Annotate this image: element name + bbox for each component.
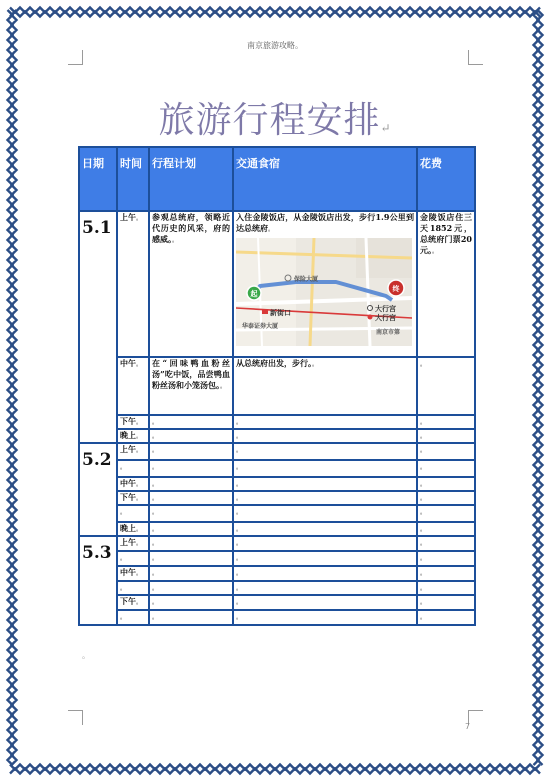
cost-cell[interactable] xyxy=(417,477,475,491)
plan-cell[interactable] xyxy=(149,491,233,505)
period-cell-text: 下午 xyxy=(120,416,136,426)
cell-end-mark: 。 xyxy=(236,540,243,547)
period-cell-text: 中午 xyxy=(120,478,136,488)
cell-end-mark: 。 xyxy=(236,614,243,621)
cell-end-mark: 。 xyxy=(152,599,159,606)
map-label-station: 新街口 xyxy=(270,309,291,317)
page-header: 南京旅游攻略。 xyxy=(247,41,303,50)
plan-cell[interactable] xyxy=(149,460,233,477)
period-cell[interactable] xyxy=(117,551,149,566)
cell-end-mark: 。 xyxy=(152,509,159,516)
page-number: 7 xyxy=(465,722,471,731)
period-cell[interactable] xyxy=(117,460,149,477)
transport-cell[interactable] xyxy=(233,522,417,536)
cell-end-mark: 。 xyxy=(420,419,427,426)
table-row xyxy=(79,211,475,357)
cell-end-mark: 。 xyxy=(312,361,319,368)
title-text: 旅游行程安排 xyxy=(158,100,381,141)
cell-end-mark: 。 xyxy=(236,433,243,440)
cell-end-mark: 。 xyxy=(268,226,275,233)
map-label-place2: 大行宫 xyxy=(375,314,396,322)
cell-end-mark: 。 xyxy=(236,495,243,502)
cell-end-mark: 。 xyxy=(420,599,427,606)
table-row xyxy=(79,522,475,536)
cell-end-mark: 。 xyxy=(172,237,179,244)
period-cell[interactable] xyxy=(117,566,149,581)
crop-mark-bottom-left xyxy=(68,710,83,725)
period-cell-text: 晚上 xyxy=(120,430,136,440)
transport-cell[interactable] xyxy=(233,566,417,581)
end-pin-icon xyxy=(388,280,404,296)
period-cell[interactable] xyxy=(117,357,149,415)
transport-cell[interactable] xyxy=(233,429,417,443)
table-row xyxy=(79,536,475,551)
cell-end-mark: 。 xyxy=(136,526,143,533)
cell-end-mark: 。 xyxy=(420,570,427,577)
plan-cell[interactable] xyxy=(149,522,233,536)
table-row xyxy=(79,491,475,505)
cell-end-mark: 。 xyxy=(136,570,143,577)
cell-end-mark: 。 xyxy=(420,495,427,502)
cell-end-mark: 。 xyxy=(136,361,143,368)
period-cell-text: 晚上 xyxy=(120,523,136,533)
cell-end-mark: 。 xyxy=(420,481,427,488)
period-cell-text: 中午 xyxy=(120,567,136,577)
period-cell[interactable] xyxy=(117,443,149,460)
cell-end-mark: 。 xyxy=(236,585,243,592)
transport-cell[interactable] xyxy=(233,595,417,610)
cell-end-mark: 。 xyxy=(152,570,159,577)
transport-cell[interactable] xyxy=(233,415,417,429)
cell-end-mark: 。 xyxy=(120,555,127,562)
period-cell[interactable] xyxy=(117,477,149,491)
paragraph-mark: ↵ xyxy=(380,121,392,135)
cell-end-mark: 。 xyxy=(236,509,243,516)
table-row xyxy=(79,581,475,595)
table-row xyxy=(79,566,475,581)
transport-cell[interactable] xyxy=(233,581,417,595)
cell-end-mark: 。 xyxy=(420,464,427,471)
period-cell[interactable] xyxy=(117,610,149,625)
transport-cell[interactable] xyxy=(233,551,417,566)
period-cell[interactable] xyxy=(117,211,149,357)
header-time: 时间 xyxy=(117,147,149,211)
cell-end-mark: 。 xyxy=(236,526,243,533)
crop-mark-top-left xyxy=(68,50,83,65)
cell-end-mark: 。 xyxy=(152,433,159,440)
plan-cell[interactable] xyxy=(149,415,233,429)
cell-end-mark: 。 xyxy=(136,433,143,440)
cost-cell[interactable] xyxy=(417,595,475,610)
table-row xyxy=(79,357,475,415)
cell-end-mark: 。 xyxy=(136,599,143,606)
cell-end-mark: 。 xyxy=(236,555,243,562)
period-cell[interactable] xyxy=(117,491,149,505)
table-row xyxy=(79,595,475,610)
cell-end-mark: 。 xyxy=(152,464,159,471)
cell-end-mark: 。 xyxy=(420,433,427,440)
period-cell-text: 下午 xyxy=(120,596,136,606)
transport-cell-text: 入住金陵饭店，从金陵饭店出发，步行1.9公里到达总统府 xyxy=(236,212,414,233)
header-transport: 交通食宿 xyxy=(233,147,417,211)
period-cell[interactable] xyxy=(117,536,149,551)
map-label-building2: 华泰证券大厦 xyxy=(242,323,279,330)
table-header-row xyxy=(79,147,475,211)
metro-station-icon xyxy=(262,309,268,314)
cell-end-mark: 。 xyxy=(420,555,427,562)
cost-cell[interactable] xyxy=(417,505,475,522)
plan-cell[interactable] xyxy=(149,551,233,566)
cost-cell[interactable] xyxy=(417,610,475,625)
cost-cell[interactable] xyxy=(417,415,475,429)
end-pin-label: 终 xyxy=(392,285,400,293)
period-cell-text: 下午 xyxy=(120,492,136,502)
route-map-image[interactable] xyxy=(236,238,412,346)
cell-end-mark: 。 xyxy=(120,509,127,516)
cell-end-mark: 。 xyxy=(236,481,243,488)
plan-cell[interactable] xyxy=(149,429,233,443)
period-cell-text: 上午 xyxy=(120,212,136,222)
cell-end-mark: 。 xyxy=(420,585,427,592)
cell-end-mark: 。 xyxy=(152,555,159,562)
period-cell[interactable] xyxy=(117,581,149,595)
transport-cell[interactable] xyxy=(233,491,417,505)
transport-cell-text: 从总统府出发，步行。 xyxy=(236,358,312,368)
cell-end-mark: 。 xyxy=(136,481,143,488)
plan-cell[interactable] xyxy=(149,211,233,357)
period-cell[interactable] xyxy=(117,429,149,443)
cell-end-mark: 。 xyxy=(120,464,127,471)
plan-cell[interactable] xyxy=(149,595,233,610)
period-cell-text: 中午 xyxy=(120,358,136,368)
cell-end-mark: 。 xyxy=(236,464,243,471)
cell-end-mark: 。 xyxy=(236,570,243,577)
header-date: 日期 xyxy=(79,147,117,211)
table-row xyxy=(79,429,475,443)
cost-cell[interactable] xyxy=(417,522,475,536)
header-cost: 花费 xyxy=(417,147,475,211)
date-cell: 5.2 xyxy=(79,443,117,536)
period-cell[interactable] xyxy=(117,415,149,429)
cell-end-mark: 。 xyxy=(152,481,159,488)
period-cell[interactable] xyxy=(117,505,149,522)
cell-end-mark: 。 xyxy=(136,540,143,547)
end-paragraph-mark: 。 xyxy=(82,651,90,660)
plan-cell[interactable] xyxy=(149,566,233,581)
cell-end-mark: 。 xyxy=(420,540,427,547)
cell-end-mark: 。 xyxy=(152,526,159,533)
cost-cell-text: 金陵饭店住三天1852元，总统府门票20元。 xyxy=(420,212,472,255)
page-title xyxy=(0,92,550,143)
transport-cell[interactable] xyxy=(233,357,417,415)
plan-cell[interactable] xyxy=(149,581,233,595)
date-cell: 5.1 xyxy=(79,211,117,443)
transport-cell[interactable] xyxy=(233,211,417,357)
cell-end-mark: 。 xyxy=(136,447,143,454)
crop-mark-top-right xyxy=(468,50,483,65)
plan-cell[interactable] xyxy=(149,610,233,625)
start-pin-icon xyxy=(247,286,261,300)
map-label-place3: 南京市第 xyxy=(376,329,401,336)
transport-cell[interactable] xyxy=(233,477,417,491)
cell-end-mark: 。 xyxy=(420,361,427,368)
plan-cell-text: 在“回味鸭血粉丝汤”吃中饭，品尝鸭血粉丝汤和小笼汤包。 xyxy=(152,358,230,390)
cost-cell[interactable] xyxy=(417,211,475,357)
cell-end-mark: 。 xyxy=(420,509,427,516)
cell-end-mark: 。 xyxy=(420,447,427,454)
cost-cell[interactable] xyxy=(417,536,475,551)
cost-cell[interactable] xyxy=(417,357,475,415)
cell-end-mark: 。 xyxy=(120,614,127,621)
table-row xyxy=(79,477,475,491)
transport-cell[interactable] xyxy=(233,536,417,551)
period-cell-text: 上午 xyxy=(120,444,136,454)
cell-end-mark: 。 xyxy=(152,447,159,454)
period-cell[interactable] xyxy=(117,595,149,610)
map-label-building1: 保险大厦 xyxy=(294,276,319,283)
table-row xyxy=(79,443,475,460)
cell-end-mark: 。 xyxy=(152,495,159,502)
transport-cell[interactable] xyxy=(233,443,417,460)
cell-end-mark: 。 xyxy=(152,585,159,592)
cell-end-mark: 。 xyxy=(152,540,159,547)
period-cell-text: 上午 xyxy=(120,537,136,547)
date-cell: 5.3 xyxy=(79,536,117,625)
table-row xyxy=(79,415,475,429)
table-row xyxy=(79,610,475,625)
cell-end-mark: 。 xyxy=(136,495,143,502)
cost-cell[interactable] xyxy=(417,551,475,566)
transport-cell[interactable] xyxy=(233,610,417,625)
map-label-place1: 大行宫 xyxy=(375,305,396,313)
itinerary-table xyxy=(78,146,476,626)
plan-cell[interactable] xyxy=(149,443,233,460)
table-row xyxy=(79,551,475,566)
cell-end-mark: 。 xyxy=(432,248,439,255)
cell-end-mark: 。 xyxy=(136,215,143,222)
period-cell[interactable] xyxy=(117,522,149,536)
cell-end-mark: 。 xyxy=(236,419,243,426)
cell-end-mark: 。 xyxy=(120,585,127,592)
cell-end-mark: 。 xyxy=(420,526,427,533)
header-plan: 行程计划 xyxy=(149,147,233,211)
plan-cell-text: 参观总统府，领略近代历史的风采，府的感威。 xyxy=(152,212,230,244)
transport-cell[interactable] xyxy=(233,505,417,522)
plan-cell[interactable] xyxy=(149,536,233,551)
cell-end-mark: 。 xyxy=(236,447,243,454)
plan-cell[interactable] xyxy=(149,505,233,522)
table-row xyxy=(79,505,475,522)
cell-end-mark: 。 xyxy=(420,614,427,621)
plan-cell[interactable] xyxy=(149,357,233,415)
cell-end-mark: 。 xyxy=(136,419,143,426)
route-map-svg xyxy=(236,238,412,346)
cost-cell[interactable] xyxy=(417,429,475,443)
cost-cell[interactable] xyxy=(417,460,475,477)
cell-end-mark: 。 xyxy=(236,599,243,606)
crop-mark-bottom-right xyxy=(468,710,483,725)
cell-end-mark: 。 xyxy=(152,614,159,621)
cost-cell[interactable] xyxy=(417,581,475,595)
cost-cell[interactable] xyxy=(417,491,475,505)
cell-end-mark: 。 xyxy=(152,419,159,426)
plan-cell[interactable] xyxy=(149,477,233,491)
table-row xyxy=(79,460,475,477)
start-pin-label: 起 xyxy=(250,290,258,298)
cost-cell[interactable] xyxy=(417,443,475,460)
cost-cell[interactable] xyxy=(417,566,475,581)
cell-end-mark: 。 xyxy=(220,383,227,390)
transport-cell[interactable] xyxy=(233,460,417,477)
